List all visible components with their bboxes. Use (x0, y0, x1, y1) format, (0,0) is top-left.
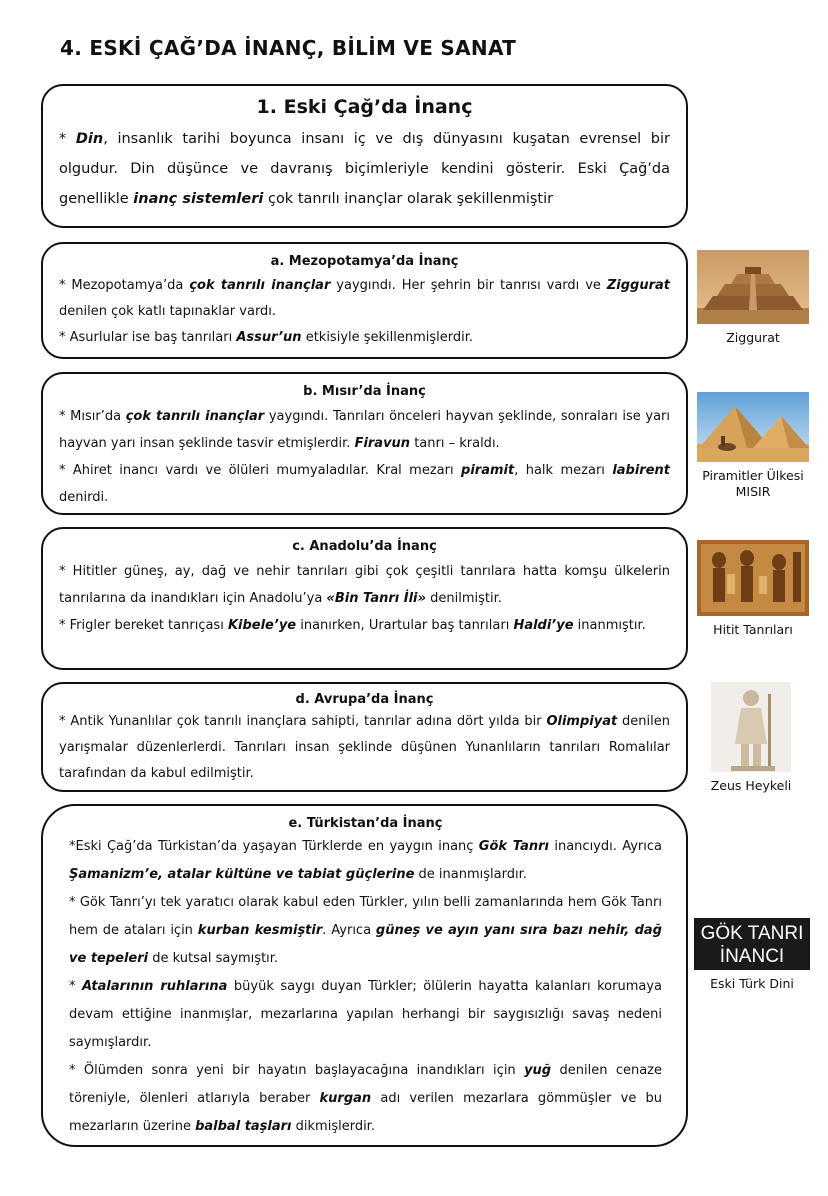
turkistan-text-1: *Eski Çağ’da Türkistan’da yaşayan Türklerde en yaygın inanç Gök Tanrı inancıydı. Ayrıca Şamanizm’e, atalar kültüne ve tabiat güçlerine de inanmışlardır. (69, 839, 662, 882)
intro-title: 1. Eski Çağ’da İnanç (256, 96, 473, 118)
gok-tanri-badge-line2: İNANCI (719, 946, 785, 967)
avrupa-text: * Antik Yunanlılar çok tanrılı inançlara sahipti, tanrılar adına dört yılda bir Olimpiyat denilen yarışmalar düzenlerlerdi. Tanrıları insan şeklinde düşünen Yunanlıların tanrıları Romalılar tarafından da kabul edilmiştir. (59, 714, 670, 781)
misir-text-2: * Ahiret inancı vardı ve ölüleri mumyaladılar. Kral mezarı piramit, halk mezarı labirent denirdi. (59, 463, 670, 505)
gok-tanri-badge-line1: GÖK TANRI (700, 923, 804, 944)
intro-box (41, 84, 688, 228)
mezopotamya-title: a. Mezopotamya’da İnanç (270, 254, 459, 269)
gok-tanri-label: Eski Türk Dini (710, 976, 794, 991)
mezopotamya-text-1: * Mezopotamya’da çok tanrılı inançlar yaygındı. Her şehrin bir tanrısı vardı ve Ziggurat denilen çok katlı tapınaklar vardı. (59, 278, 670, 319)
anadolu-text-2: * Frigler bereket tanrıçası Kibele’ye inanırken, Urartular baş tanrıları Haldi’ye inanmıştır. (59, 618, 646, 633)
avrupa-title: d. Avrupa’da İnanç (295, 692, 434, 707)
mezopotamya-text-2: * Asurlular ise baş tanrıları Assur’un etkisiyle şekillenmişlerdir. (59, 330, 474, 345)
pyramid-label-2: MISIR (735, 484, 771, 499)
pyramid-figure (694, 392, 812, 500)
ziggurat-label: Ziggurat (726, 330, 780, 345)
avrupa-box (41, 682, 688, 792)
page-title: 4. ESKİ ÇAĞ’DA İNANÇ, BİLİM VE SANAT (60, 36, 517, 60)
gok-tanri-figure (692, 918, 812, 992)
turkistan-text-3: * Atalarının ruhlarına büyük saygı duyan Türkler; ölülerin hayatta kalanları korumaya devam ettiğine inanmışlar, mezarlarına yapılan herhangi bir saygısızlığı savaş nedeni saymışlardır. (69, 979, 663, 1050)
pyramid-label-1: Piramitler Ülkesi (702, 468, 804, 483)
intro-text: * Din, insanlık tarihi boyunca insanı iç ve dış dünyasını kuşatan evrensel bir olgudur. Din düşünce ve davranış biçimleriyle kendini gösterir. Eski Çağ’da genellikle inanç sistemleri çok tanrılı inançlar olarak şekillenmiştir (59, 131, 670, 207)
anadolu-title: c. Anadolu’da İnanç (292, 539, 437, 554)
anadolu-box (41, 527, 688, 670)
zeus-label: Zeus Heykeli (710, 778, 792, 793)
ziggurat-image (697, 250, 809, 324)
mezopotamya-box (41, 242, 688, 359)
anadolu-text-1: * Hititler güneş, ay, dağ ve nehir tanrıları gibi çok çeşitli tanrılara hatta komşu ülkelerin tanrılarına da inandıkları için Anadolu’ya «Bin Tanrı İli» denilmiştir. (59, 564, 670, 606)
misir-box (41, 372, 688, 515)
hitit-image (697, 540, 809, 616)
ziggurat-figure (694, 250, 812, 346)
zeus-figure (690, 682, 812, 794)
turkistan-title: e. Türkistan’da İnanç (288, 816, 443, 831)
hitit-label: Hitit Tanrıları (713, 622, 793, 637)
misir-text-1: * Mısır’da çok tanrılı inançlar yaygındı. Tanrıları önceleri hayvan şeklinde, sonraları ise yarı hayvan yarı insan şeklinde tasvir etmişlerdir. Firavun tanrı – kraldı. (59, 409, 670, 451)
gok-tanri-badge (694, 918, 810, 970)
turkistan-text-4: * Ölümden sonra yeni bir hayatın başlayacağına inandıkları için yuğ denilen cenaze töreniyle, ölenleri atlarıyla beraber kurgan adı verilen mezarlara gömmüşler ve bu mezarların üzerine balbal taşları dikmişlerdir. (69, 1063, 663, 1134)
misir-title: b. Mısır’da İnanç (303, 384, 426, 399)
turkistan-text-2: * Gök Tanrı’yı tek yaratıcı olarak kabul eden Türkler, yılın belli zamanlarında hem Gök Tanrı hem de ataları için kurban kesmiştir. Ayrıca güneş ve ayın yanı sıra bazı nehir, dağ ve tepeleri de kutsal saymıştır. (69, 895, 662, 966)
turkistan-box (41, 804, 688, 1147)
pyramid-image (697, 392, 809, 462)
zeus-image (711, 682, 791, 772)
hitit-figure (694, 540, 812, 638)
